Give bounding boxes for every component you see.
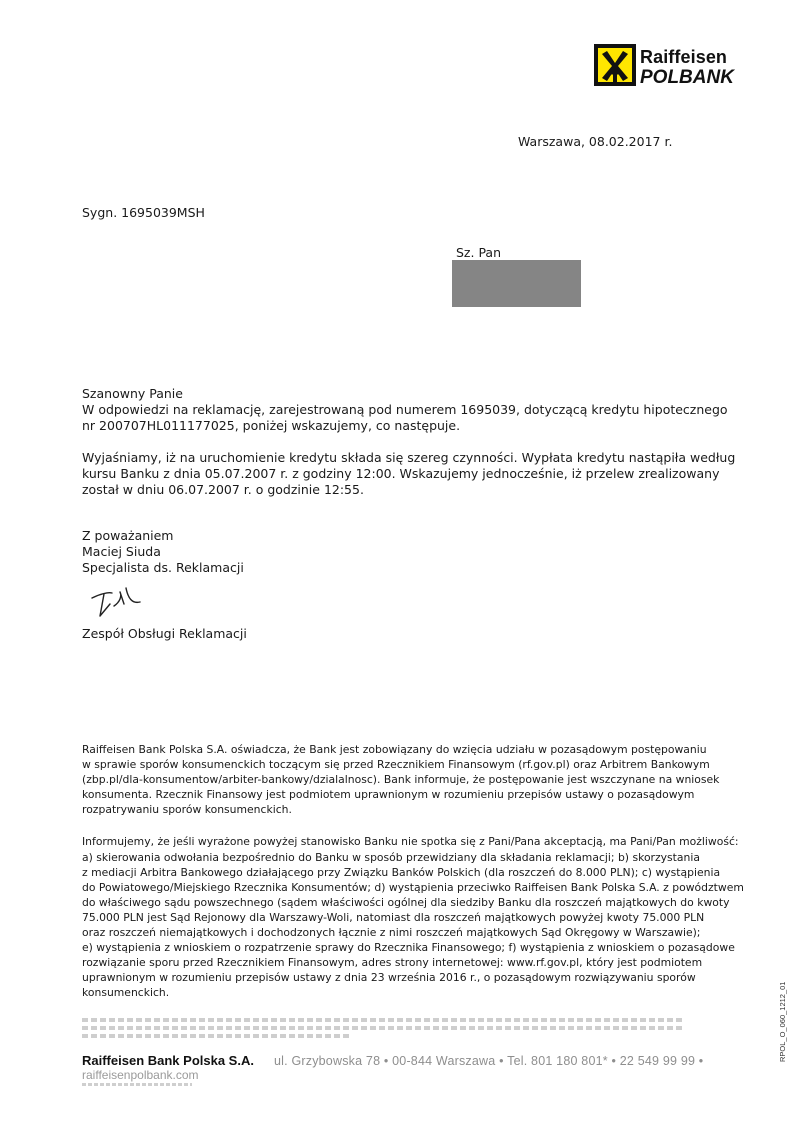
intro-line: W odpowiedzi na reklamację, zarejestrowaną pod numerem 1695039, dotyczącą kredytu hipotecznego (82, 402, 728, 417)
legal-line: z mediacji Arbitra Bankowego działającego przy Związku Banków Polskich (dla roszczeń do 8.000 PLN); c) wystąpienia (82, 865, 721, 879)
explanation-line: kursu Banku z dnia 05.07.2007 r. z godziny 12:00. Wskazujemy jednocześnie, iż przelew zrealizowany (82, 466, 720, 481)
footer-address: ul. Grzybowska 78 • 00-844 Warszawa • Tel. 801 180 801* • 22 549 99 99 • (274, 1054, 704, 1068)
team-name: Zespół Obsługi Reklamacji (82, 626, 247, 641)
closing: Z poważaniem (82, 528, 174, 543)
handwritten-signature (90, 584, 152, 620)
explanation-line: został w dniu 06.07.2007 r. o godzinie 12:55. (82, 482, 364, 497)
legal-line: a) skierowania odwołania bezpośrednio do Banku w sposób przewidziany dla składania reklamacji; b) skorzystania (82, 850, 700, 864)
salutation: Szanowny Panie (82, 386, 183, 401)
signer-name: Maciej Siuda (82, 544, 161, 559)
footer-bank-name: Raiffeisen Bank Polska S.A. (82, 1053, 254, 1068)
raiffeisen-gable-cross-icon (594, 44, 636, 86)
footer-fine-print (82, 1014, 682, 1040)
footer-website: raiffeisenpolbank.com (82, 1068, 199, 1082)
document-code: RPOL_O_060_1212_01 (778, 981, 787, 1062)
legal-line: rozwiązanie sporu przed Rzecznikiem Finansowym, adres strony internetowej: www.rf.gov.pl, który jest podmiotem (82, 956, 703, 970)
signature-block (82, 528, 244, 576)
legal-line: uprawnionym w rozumieniu przepisów ustawy z dnia 23 września 2016 r., o pozasądowym rozwiązywaniu sporów (82, 971, 696, 985)
legal-line: do właściwego sądu powszechnego (sądem właściwości ogólnej dla siedziby Banku dla roszczeń majątkowych do kwoty (82, 895, 730, 909)
bank-logo (594, 44, 754, 94)
letter-date: Warszawa, 08.02.2017 r. (518, 134, 673, 149)
legal-line: do Powiatowego/Miejskiego Rzecznika Konsumentów; d) wystąpienia przeciwko Raiffeisen Bank Polska S.A. z powództwem (82, 880, 744, 894)
redacted-recipient-address (452, 260, 581, 307)
recipient-label: Sz. Pan (456, 245, 502, 260)
legal-line: Raiffeisen Bank Polska S.A. oświadcza, że Bank jest zobowiązany do wzięcia udziału w pozasądowym postępowaniu (82, 743, 707, 756)
legal-line: (zbp.pl/dla-konsumentow/arbiter-bankowy/dzialalnosc). Bank informuje, że postępowanie jest wszczynane na wniosek (82, 773, 720, 787)
legal-line: Informujemy, że jeśli wyrażone powyżej stanowisko Banku nie spotka się z Pani/Pana akceptacją, ma Pani/Pan możliwość: (82, 835, 739, 849)
legal-line: konsumenta. Rzecznik Finansowy jest podmiotem uprawnionym w rozumieniu przepisów ustawy o pozasądowym (82, 788, 695, 802)
legal-line: 75.000 PLN jest Sąd Rejonowy dla Warszawy-Woli, natomiast dla roszczeń majątkowych powyżej kwoty 75.000 PLN (82, 910, 705, 924)
intro-line: nr 200707HL011177025, poniżej wskazujemy, co następuje. (82, 418, 461, 433)
legal-notice (82, 742, 744, 1001)
legal-line: konsumenckich. (82, 986, 170, 1000)
signer-title: Specjalista ds. Reklamacji (82, 560, 244, 575)
reference-number: Sygn. 1695039MSH (82, 205, 205, 220)
legal-line: e) wystąpienia z wnioskiem o rozpatrzenie sprawy do Rzecznika Finansowego; f) wystąpienia z wnioskiem o pozasądowe (82, 941, 735, 955)
legal-line: oraz roszczeń niemajątkowych i dochodzonych łącznie z nimi roszczeń majątkowych Sąd Okręgowy w Warszawie); (82, 926, 701, 940)
footer-tiny-note (82, 1083, 192, 1086)
legal-line: rozpatrywaniu sporów konsumenckich. (82, 803, 292, 817)
letter-body (82, 386, 735, 498)
legal-line: w sprawie sporów konsumenckich toczącym się przed Rzecznikiem Finansowym (rf.gov.pl) oraz Arbitrem Bankowym (82, 758, 710, 772)
logo-wordmark-raiffeisen: Raiffeisen (640, 47, 728, 67)
logo-wordmark-polbank: POLBANK (640, 67, 734, 88)
explanation-line: Wyjaśniamy, iż na uruchomienie kredytu składa się szereg czynności. Wypłata kredytu nastąpiła według (82, 450, 736, 465)
